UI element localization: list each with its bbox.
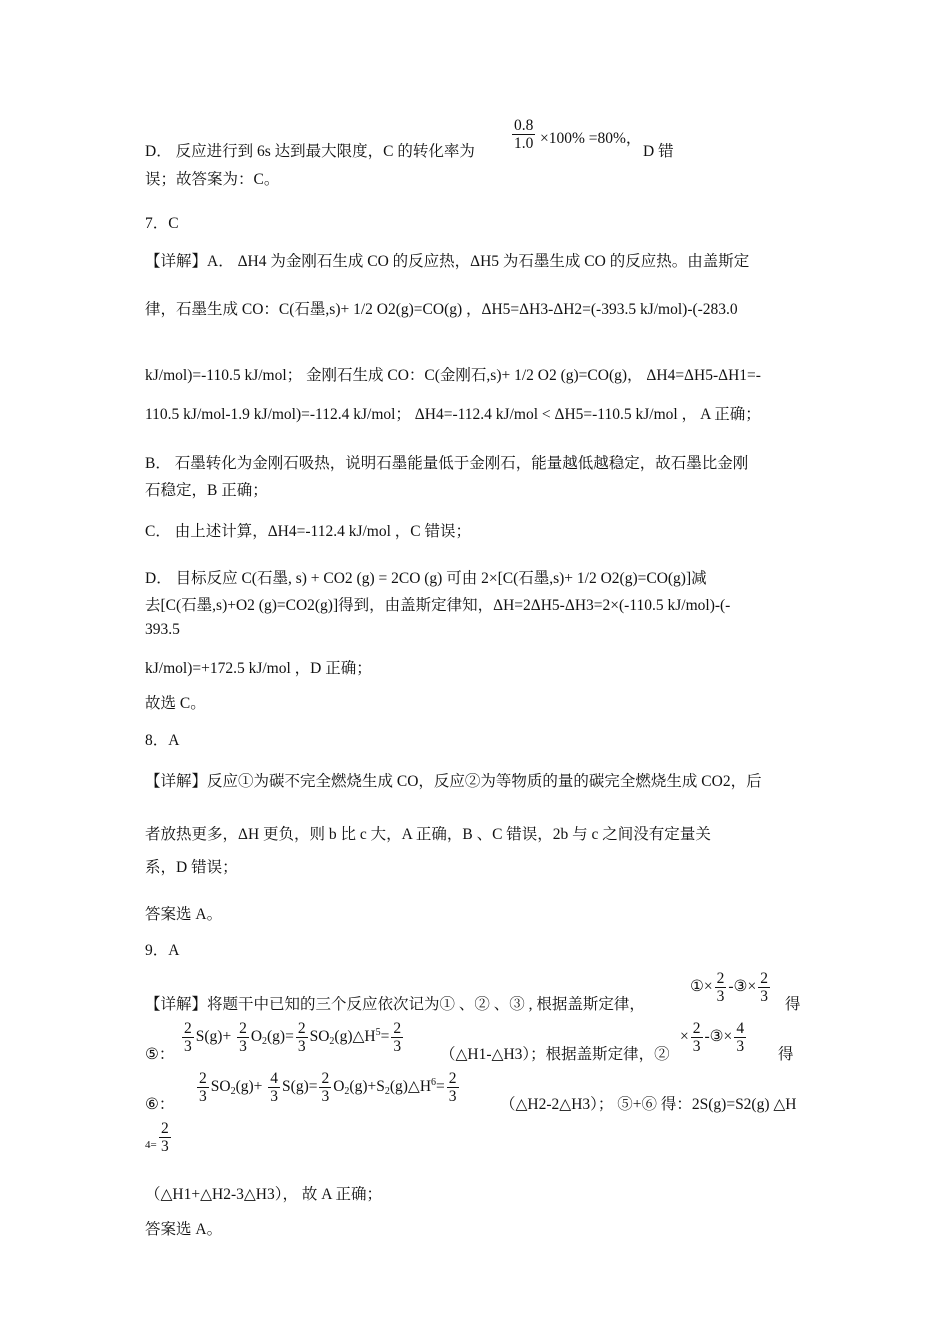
q7-a-line-2: 律，石墨生成 CO：C(石墨,s)+ 1/2 O2(g)=CO(g) ，ΔH5=ΔH3-ΔH2=(-393.5 kJ/mol)-(-283.0 [145,301,738,318]
q7-d-line-1: D． 目标反应 C(石墨, s) + CO2 (g) = 2CO (g) 可由 2×[C(石墨,s)+ 1/2 O2(g)=CO(g)]减 [145,570,707,587]
q9-number: 9．A [145,942,180,959]
q8-line-1: 【详解】反应①为碳不完全燃烧生成 CO，反应②为等物质的量的碳完全燃烧生成 CO2，后 [145,773,762,790]
d6-fraction [510,117,537,152]
q7-b-line-1: B． 石墨转化为金刚石吸热，说明石墨能量低于金刚石，能量越低越稳定，故石墨比金刚 [145,455,749,472]
d6-expression: ×100% =80%， [540,130,642,147]
d6-frac-den: 1.0 [514,135,534,152]
q7-answer: 故选 C。 [145,695,206,712]
q7-d-line-2: 去[C(石墨,s)+O2 (g)=CO2(g)]得到，由盖斯定律知，ΔH=2ΔH5-ΔH3=2×(-110.5 kJ/mol)-(- [145,597,731,614]
q9-line-2-math-b: × $\frac{2}{3}$ -③× $\frac{4}{3}$ [680,1020,745,1055]
q9-line-1-end: 得 [785,996,801,1013]
d6-continuation: 误；故答案为：C。 [145,171,280,188]
q7-c-line: C． 由上述计算，ΔH4=-112.4 kJ/mol ，C 错误； [145,523,471,540]
q9-line-2-label: ⑤： [145,1046,175,1063]
q7-b-line-2: 石稳定，B 正确； [145,482,268,499]
q7-a-line-1: 【详解】A． ΔH4 为金刚石生成 CO 的反应热，ΔH5 为石墨生成 CO 的反应热。由盖斯定 [145,253,750,270]
d6-frac-num: 0.8 [514,117,534,134]
q9-line-4-label: 4= [145,1139,157,1151]
d6-prefix: D． 反应进行到 6s 达到最大限度，C 的转化率为 [145,143,475,160]
d6-line [145,142,475,162]
q9-line-3-label: ⑥： [145,1096,175,1113]
q7-a-line-4: 110.5 kJ/mol-1.9 kJ/mol)=-112.4 kJ/mol； ΔH4=-112.4 kJ/mol < ΔH5=-110.5 kJ/mol ， A 正确； [145,406,761,423]
q8-line-2: 者放热更多，ΔH 更负，则 b 比 c 大，A 正确，B 、C 错误，2b 与 c 之间没有定量关 [145,826,711,843]
q7-number: 7．C [145,215,179,232]
q9-line-5: （△H1+△H2-3△H3）， 故 A 正确； [145,1186,382,1203]
q9-line-1-math: ①× $\frac{2}{3}$ -③× $\frac{2}{3}$ [690,970,768,1005]
q9-line-3-math: $\frac{2}{3}$ $SO_2(g)+$ $\frac{4}{3}$ S(g)= $\frac{2}{3}$ $O_2(g)+S_2(g)\triangle H^6=$ $\frac{2}{3}$ [199,1070,457,1105]
q9-line-4-fraction: $\frac{2}{3}$ [161,1120,169,1155]
q9-answer: 答案选 A。 [145,1221,223,1238]
q9-line-2-math: $\frac{2}{3}$ S(g)+ $\frac{2}{3}$ $O_2(g)=$ $\frac{2}{3}$ $SO_2(g)\triangle H^5=$ $\frac{2}{3}$ [184,1020,402,1055]
q9-line-1: 【详解】将题干中已知的三个反应依次记为① 、② 、③ , 根据盖斯定律， [145,996,645,1013]
q9-line-2-tail: （△H1-△H3）；根据盖斯定律，② [440,1046,670,1063]
q9-line-3-tail: （△H2-2△H3）； ⑤+⑥ 得：2S(g)=S2(g) △H [500,1096,797,1113]
q7-a-line-3: kJ/mol)=-110.5 kJ/mol； 金刚石生成 CO：C(金刚石,s)+ 1/2 O2 (g)=CO(g)， ΔH4=ΔH5-ΔH1=- [145,367,761,384]
q8-number: 8．A [145,732,180,749]
q9-line-2-end: 得 [778,1046,794,1063]
d6-suffix: D 错 [643,143,674,160]
q8-answer: 答案选 A。 [145,906,223,923]
q7-d-line-3: 393.5 [145,621,180,638]
q8-line-3: 系，D 错误； [145,859,238,876]
q7-d-line-4: kJ/mol)=+172.5 kJ/mol ，D 正确； [145,660,372,677]
